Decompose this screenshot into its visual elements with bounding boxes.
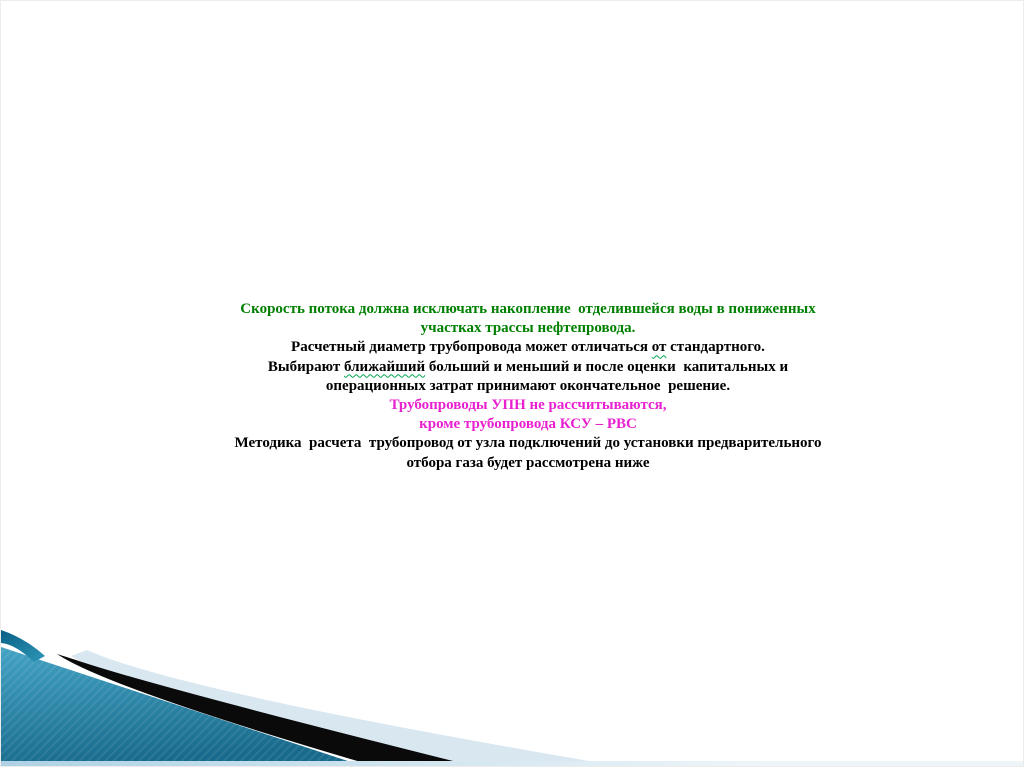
text-line-2-part-1: участках трассы нефтепровода. bbox=[420, 320, 636, 337]
text-line-3-part-3: стандартного. bbox=[666, 339, 765, 356]
text-line-8-part-1: Методика расчета трубопровод от узла подключений до установки предварительного bbox=[234, 435, 822, 452]
text-line-5-part-1: операционных затрат принимают окончательное решение. bbox=[325, 377, 731, 394]
text-line-4-part-2: ближайший bbox=[343, 358, 426, 375]
text-line-3-part-2: от bbox=[651, 339, 667, 356]
text-line-9-part-1: отбора газа будет рассмотрена ниже bbox=[406, 454, 650, 471]
text-line-7-part-1: кроме трубопровода КСУ – РВС bbox=[419, 416, 637, 433]
text-line-1-part-1: Скорость потока должна исключать накопление отделившейся воды в пониженных bbox=[240, 301, 816, 317]
text-line-8 bbox=[31, 434, 1024, 453]
bottom-edge-strip bbox=[1, 761, 1023, 766]
swoosh-teal-wedge-texture bbox=[1, 647, 363, 766]
text-line-7 bbox=[31, 415, 1024, 434]
text-line-1 bbox=[31, 300, 1024, 319]
text-line-4 bbox=[31, 358, 1024, 377]
text-line-4-part-3: больший и меньший и после оценки капитальных и bbox=[425, 358, 789, 375]
bottom-left-swoosh-decoration bbox=[1, 626, 1023, 766]
text-line-2 bbox=[31, 319, 1024, 338]
text-line-6 bbox=[31, 396, 1024, 415]
slide-text-block bbox=[31, 300, 1024, 473]
text-line-6-part-1: Трубопроводы УПН не рассчитываются, bbox=[389, 397, 667, 414]
text-line-3 bbox=[31, 338, 1024, 357]
text-line-4-part-1: Выбирают bbox=[267, 358, 344, 375]
text-line-3-part-1: Расчетный диаметр трубопровода может отличаться bbox=[291, 339, 652, 356]
text-line-9 bbox=[31, 454, 1024, 473]
text-line-5 bbox=[31, 377, 1024, 396]
